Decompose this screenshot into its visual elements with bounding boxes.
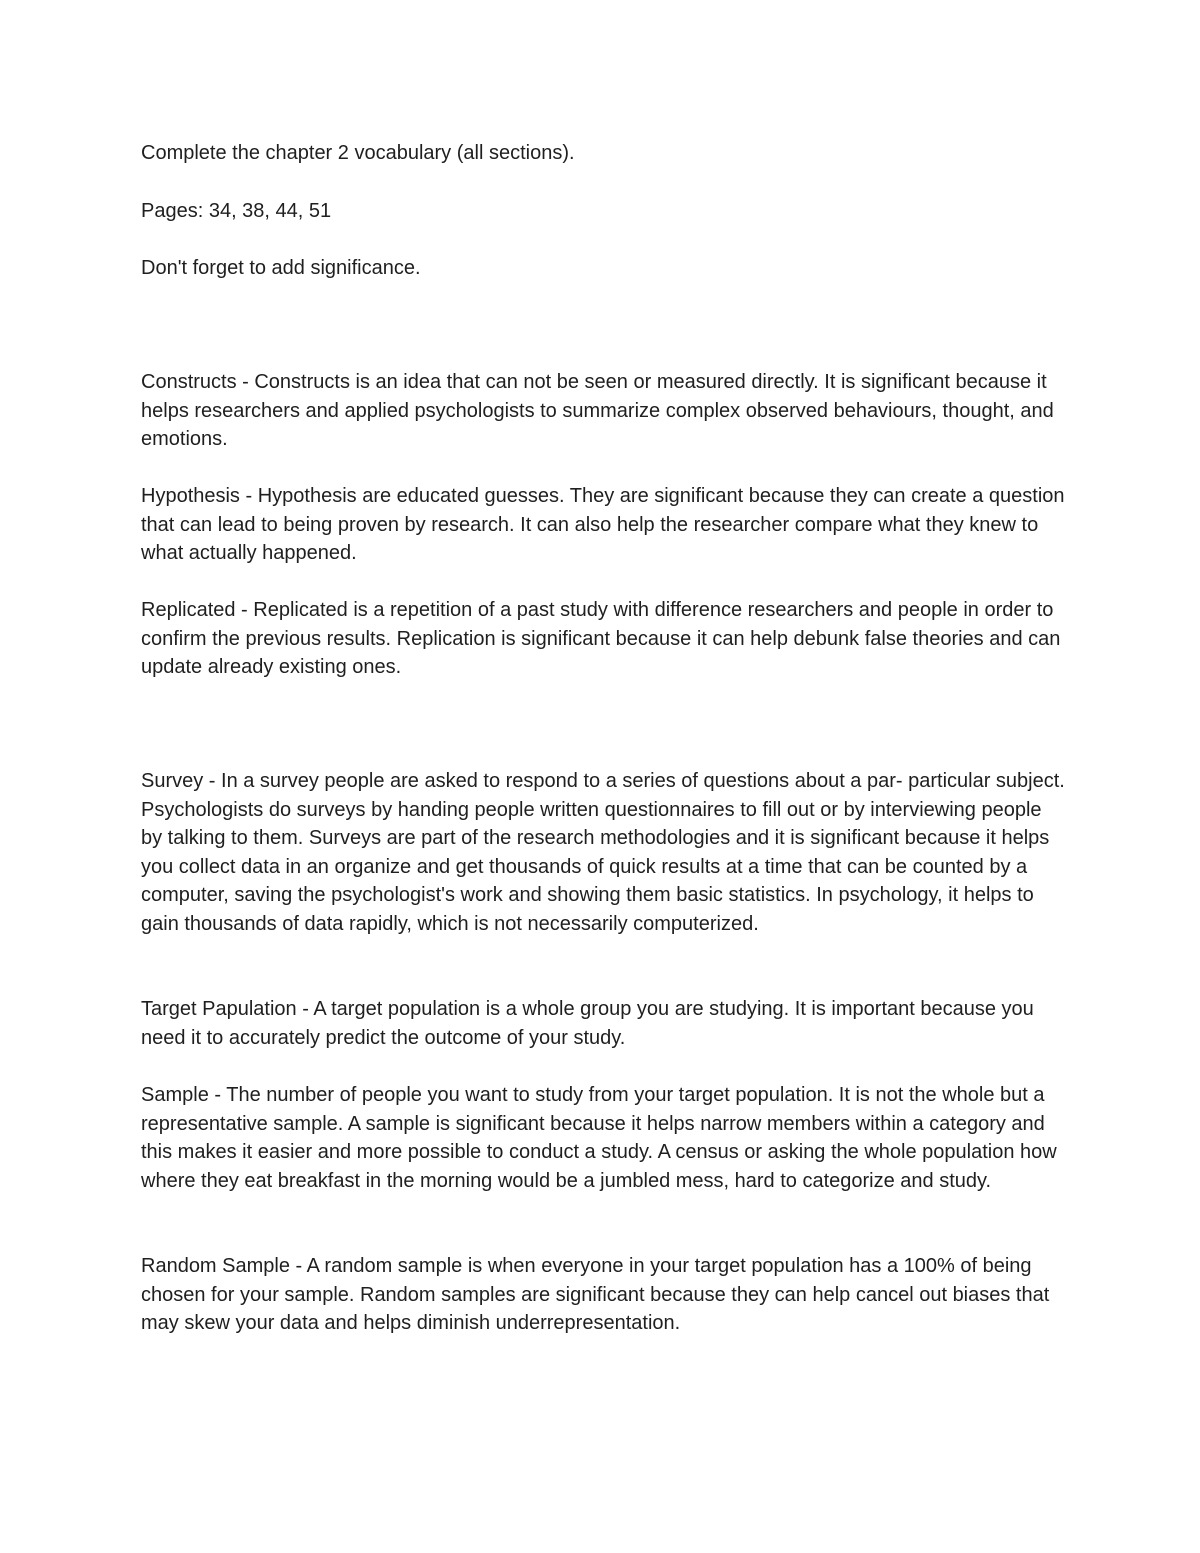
vocab-entry-survey: Survey - In a survey people are asked to respond to a series of questions about a par- particular subject. Psychologists do surveys by handing people written questionnaires to fill out or by interviewing people by talking to them. Surveys are part of the research methodologies and it is significant because it helps you collect data in an organize and get thousands of quick results at a time that can be counted by a computer, saving the psychologist's work and showing them basic statistics. In psychology, it helps to gain thousands of data rapidly, which is not necessarily computerized. xyxy=(141,770,1065,935)
vocab-entry-constructs: Constructs - Constructs is an idea that can not be seen or measured directly. It is significant because it helps researchers and applied psychologists to summarize complex observed behaviours, thought, and emotions. xyxy=(141,371,1054,451)
instruction-line-1: Complete the chapter 2 vocabulary (all sections). xyxy=(141,142,575,164)
instruction-line-2: Pages: 34, 38, 44, 51 xyxy=(141,200,332,222)
vocab-entry-replicated: Replicated - Replicated is a repetition of a past study with difference researchers and people in order to confirm the previous results. Replication is significant because it can help debunk false theories and can update already existing ones. xyxy=(141,599,1061,679)
vocab-entry-target-population: Target Papulation - A target population is a whole group you are studying. It is important because you need it to accurately predict the outcome of your study. xyxy=(141,998,1034,1049)
vocab-entry-random-sample: Random Sample - A random sample is when everyone in your target population has a 100% of being chosen for your sample. Random samples are significant because they can help cancel out biases that may skew your data and helps diminish underrepresentation. xyxy=(141,1255,1050,1335)
vocab-entry-sample: Sample - The number of people you want to study from your target population. It is not the whole but a representative sample. A sample is significant because it helps narrow members within a category and this makes it easier and more possible to conduct a study. A census or asking the whole population how where they eat breakfast in the morning would be a jumbled mess, hard to categorize and study. xyxy=(141,1084,1057,1192)
instruction-line-3: Don't forget to add significance. xyxy=(141,257,421,279)
vocab-entry-hypothesis: Hypothesis - Hypothesis are educated guesses. They are significant because they can create a question that can lead to being proven by research. It can also help the researcher compare what they knew to what actually happened. xyxy=(141,485,1065,565)
